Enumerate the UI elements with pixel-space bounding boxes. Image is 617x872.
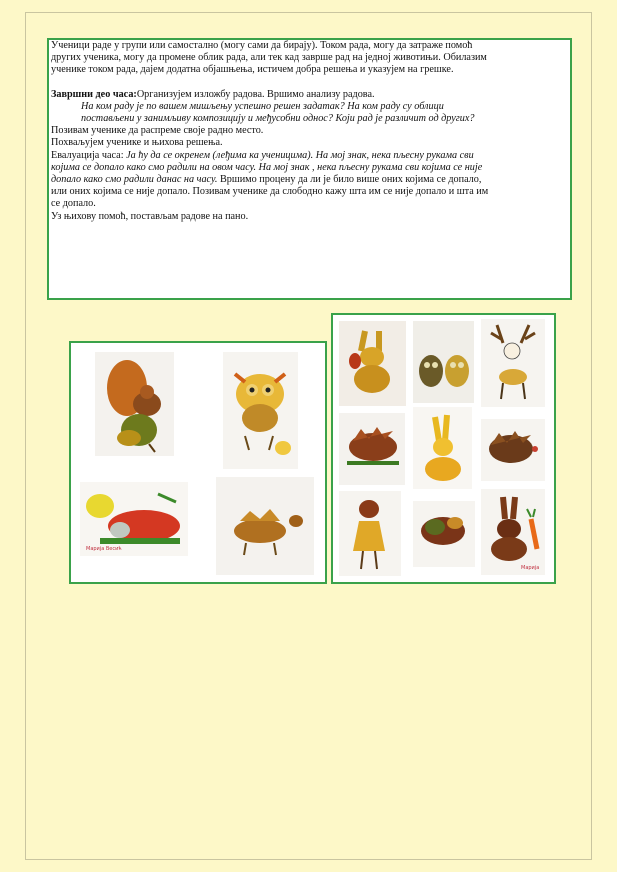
eval-label: Евалуација часа: [51, 149, 127, 161]
lesson-text [51, 40, 491, 223]
final-part [51, 89, 491, 101]
photo-hedgehog-2 [216, 477, 314, 575]
final-heading: Завршни део часа: [51, 88, 137, 100]
gallery-left [69, 341, 327, 584]
photo-leaves [413, 501, 475, 567]
photo-girl [339, 491, 401, 576]
photo-rabbit-carrot [481, 489, 545, 575]
line-cleanup: Позивам ученике да распреме своје радно место. [51, 125, 264, 137]
photo-deer [481, 319, 545, 407]
photo-owl [223, 352, 298, 469]
photo-hedgehog-3 [339, 413, 405, 485]
photo-owls [413, 321, 474, 403]
line-praise: Похваљујем ученике и њихова решења. [51, 137, 223, 149]
photo-rabbit-2 [413, 407, 472, 489]
photo-caption: Марија Весић [86, 546, 122, 552]
eval-text: Вршимо процену да ли је било више оних којима се допало, или оних којима се није допало. Позивам ученике да слободно кажу шта им се није допало и шта им се допало. [51, 174, 489, 210]
eval-italic: Ја ћу да се окренем (леђима ка ученицима). На мој знак, нека пљесну рукама сви којима се допало како смо радили на овом часу. На мој знак , нека пљесну рукама сви којима се није допало како смо радили данас на часу. [51, 149, 483, 186]
questions: На ком раду је по вашем мишљењу успешно решен задатак? На ком раду су облици постављени у занимљиву композицију и међусобни однос? Који рад је различит од других? [81, 100, 475, 125]
paragraph-work: Ученици раде у групи или самостално (могу сами да бирају). Током рада, могу да затраже помоћ других ученика, могу да промене облик рада, али тек кад заврше рад на једној животињи. Обилазим ученике током рада, дајем додатна објашњења, истичем добра решења и указујем на грешке. [51, 40, 487, 76]
last-line: Уз њихову помоћ, постављам радове на пано. [51, 210, 249, 222]
photo-hedgehog [80, 482, 188, 556]
photo-hedgehog-4 [481, 419, 545, 481]
photo-rabbit [339, 321, 406, 406]
final-text: Организујем изложбу радова. Вршимо анализу радова. [136, 88, 375, 100]
photo-squirrel [95, 352, 174, 456]
evaluation [51, 150, 491, 211]
photo-caption-2: Марија [521, 565, 540, 571]
gallery-right [331, 313, 556, 584]
